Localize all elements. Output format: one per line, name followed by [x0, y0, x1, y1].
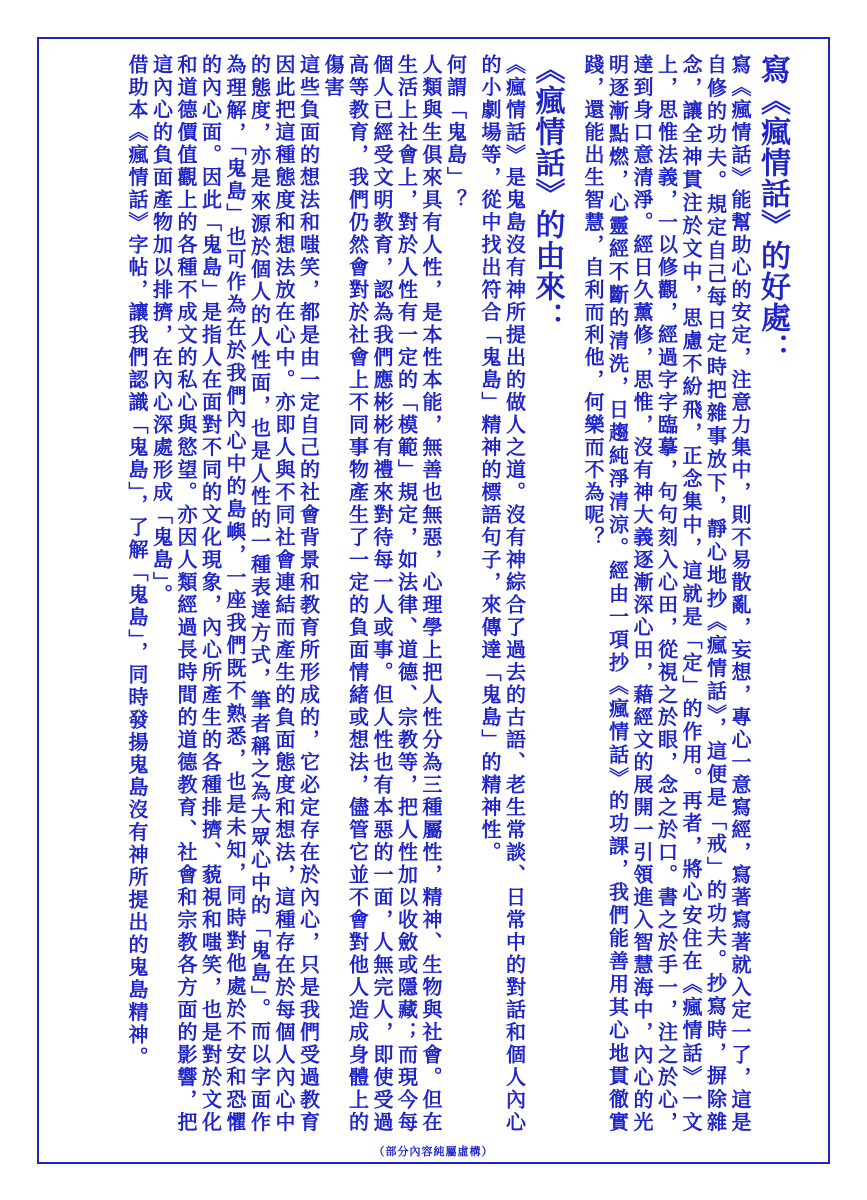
- paragraph-origin: 《瘋情話》是鬼島沒有神所提出的做人之道。沒有神綜合了過去的古語、老生常談、日常中的對話和個人內心的小劇場等，從中找出符合「鬼島」精神的標語句子，來傳達「鬼島」的精神性。: [478, 54, 527, 1134]
- paragraph-closing: 借助本《瘋情話》字帖，讓我們認識「鬼島」，了解「鬼島」，同時發揚鬼島沒有神所提出的鬼島精神。: [125, 54, 149, 1069]
- section-benefits: [581, 54, 793, 1134]
- section-heading-benefits: 寫《瘋情話》的好處：: [755, 54, 790, 364]
- section-origin: [125, 54, 567, 1134]
- paragraph-human-nature: 人類與生俱來具有人性，是本性本能，無善也無惡，心理學上把人性分為三種屬性，精神、生物與社會。但在生活上社會上，對於人性有一定的「模範」規定，如法律、道德、宗教等，把人性加以收斂或隱藏；而現今每個人已經受文明教育，認為我們應彬彬有禮來對待每一人或事。但人性也有本惡的一面，人無完人，即使受過高等教育，我們仍然會對於社會上不同事物產生了一定的負面情緒或想法，儘管它並不會對他人造成身體上的傷害: [321, 54, 443, 1134]
- paragraph-benefits: 寫《瘋情話》能幫助心的安定，注意力集中，則不易散亂，妄想，專心一意寫經，寫著寫著就入定一了，這是自修的功夫。規定自己每日定時把雜事放下，靜心地抄《瘋情話》，這便是「戒」的功夫。抄寫時，摒除雜念，讓全神貫注於文中，思慮不紛飛，正念集中，這就是「定」的作用。再者，將心安住在《瘋情話》一文上，思惟法義，一以修觀，經過字字臨摹，句句刻入心田，從視之於眼，念之於口。書之於手一，注之於心，達到身口意清淨。經日久薰修，思惟，沒有神大義逐漸深心田，藉經文的展開一引領進入智慧海中，內心的光明逐漸點燃，心靈經不斷的清洗，日趨純淨清涼。經由一項抄《瘋情話》的功課，我們能善用其心地貫徹實踐，還能出生智慧，自利而利他，何樂而不為呢？: [581, 54, 752, 1134]
- section-heading-origin: 《瘋情話》的由來：: [529, 54, 565, 333]
- paragraph-ghost-island: 這些負面的想法和嗤笑，都是由一定自己的社會背景和教育所形成的，它必定存在於內心，只是我們受過教育因此把這種態度和想法放在心中。亦即人與不同社會連結而產生的負面態度和想法，這種存在於每個人內心中的態度，亦是來源於個人的人性面，也是人性的一種表達方式，筆者稱之為大眾心中的「鬼島」。而以字面作為理解，「鬼島」也可作為在於我們內心中的島嶼，一座我們既不熟悉，也是未知，同時對他處於不安和恐懼的內心面。因此「鬼島」是指人在面對不同的文化現象，內心所產生的各種排擠、藐視和嗤笑，也是對於文化和道德價值觀上的各種不成文的私心與慾望。亦因人類經過長時間的道德教育、社會和宗教各方面的影響，把這內心的負面產物加以排擠，在內心深處形成「鬼島」。: [149, 54, 321, 1134]
- vertical-text-body: [72, 54, 792, 1134]
- paragraph-question: 何謂「鬼島」？: [443, 54, 468, 212]
- footer-note: （部分內容純屬虛構）: [373, 1145, 494, 1158]
